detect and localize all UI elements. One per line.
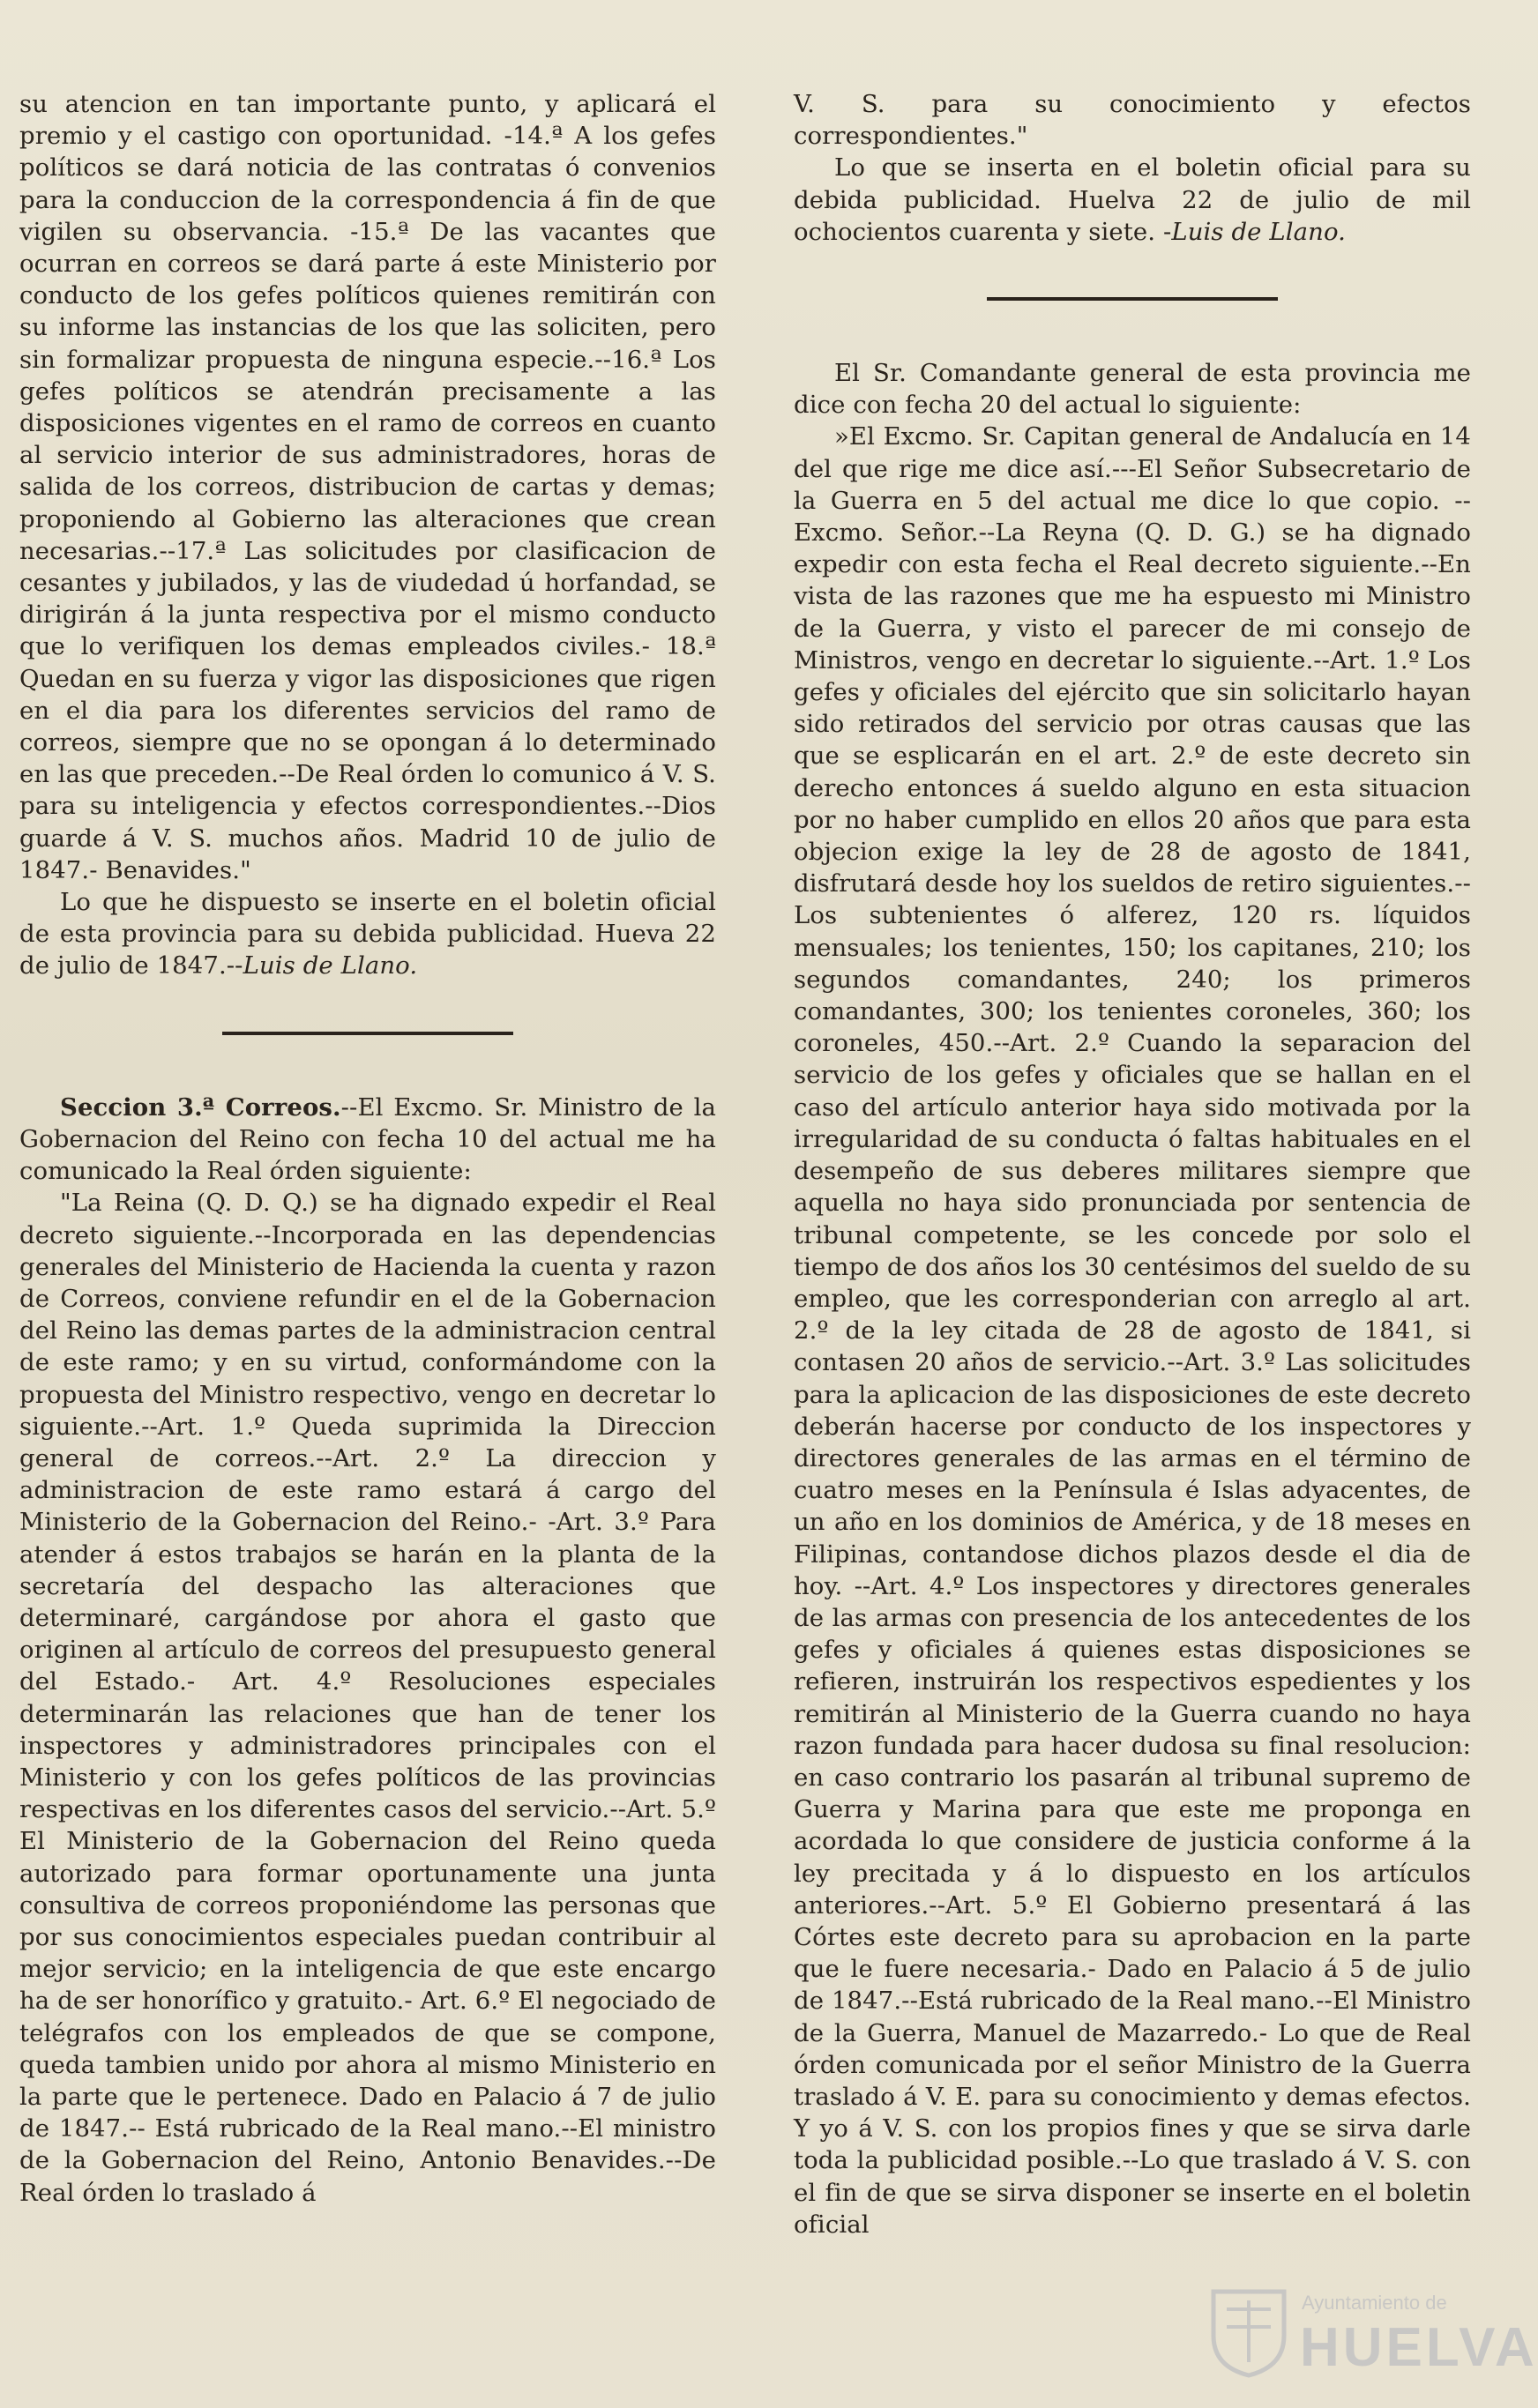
left-publish-signature: Luis de Llano. <box>243 951 418 980</box>
section-3-heading: Seccion 3.ª Correos. <box>60 1092 341 1122</box>
section-3-intro-text: --El Excmo. Sr. Ministro de la Gobernacion del Reino con fecha 10 del actual me ha comunicado la Real órden siguiente: <box>19 1092 716 1186</box>
right-column <box>794 88 1471 2240</box>
left-intro-paragraph: su atencion en tan importante punto, y aplicará el premio y el castigo con oportunidad. -14.ª A los gefes políticos se dará noticia de las contratas ó convenios para la conduccion de la correspondencia á fin de que vigilen su observancia. -15.ª De las vacantes que ocurran en correos se dará parte á este Ministerio por conducto de los gefes políticos quienes remitirán con su informe las instancias de los que las soliciten, pero sin formalizar propuesta de ninguna especie.--16.ª Los gefes políticos se atendrán precisamente a las disposiciones vigentes en el ramo de correos en cuanto al servicio interior de sus administradores, horas de salida de los correos, distribucion de cartas y demas; proponiendo al Gobierno las alteraciones que crean necesarias.--17.ª Las solicitudes por clasificacion de cesantes y jubilados, y las de viudedad ú horfandad, se dirigirán á la junta respectiva por el mismo conducto que lo verifiquen los demas empleados civiles.- 18.ª Quedan en su fuerza y vigor las disposiciones que rigen en el dia para los diferentes servicios del ramo de correos, siempre que no se opongan á lo determinado en las que preceden.--De Real órden lo comunico á V. S. para su inteligencia y efectos correspondientes.--Dios guarde á V. S. muchos años. Madrid 10 de julio de 1847.- Benavides." <box>19 90 716 884</box>
coat-of-arms-icon <box>1205 2283 1293 2380</box>
commander-intro: El Sr. Comandante general de esta provincia me dice con fecha 20 del actual lo siguiente: <box>794 359 1471 420</box>
watermark-title: HUELVA <box>1300 2317 1538 2378</box>
right-publish-note-text: Lo que se inserta en el boletin oficial para su debida publicidad. Huelva 22 de julio de mil ochocientos cuarenta y siete. - <box>794 153 1471 246</box>
left-publish-note-text: Lo que he dispuesto se inserte en el boletin oficial de esta provincia para su debida publicidad. Hueva 22 de julio de 1847.-- <box>19 888 716 980</box>
royal-decree-guerra: »El Excmo. Sr. Capitan general de Andalucía en 14 del que rige me dice así.---El Señor Subsecretario de la Guerra en 5 del actual me dice lo que copio. --Excmo. Señor.--La Reyna (Q. D. G.) se ha dignado expedir con esta fecha el Real decreto siguiente.--En vista de las razones que me ha espuesto mi Ministro de la Guerra, y visto el parecer de mi consejo de Ministros, vengo en decretar lo siguiente.--Art. 1.º Los gefes y oficiales del ejército que sin solicitarlo hayan sido retirados del servicio por otras causas que las que se esplicarán en el art. 2.º de este decreto sin derecho entonces á sueldo alguno en esta situacion por no haber cumplido en ellos 20 años que para esta objecion exige la ley de 28 de agosto de 1841, disfrutará desde hoy los sueldos de retiro siguientes.--Los subtenientes ó alferez, 120 rs. líquidos mensuales; los tenientes, 150; los capitanes, 210; los segundos comandantes, 240; los primeros comandantes, 300; los tenientes coroneles, 360; los coroneles, 450.--Art. 2.º Cuando la separacion del servicio de los gefes y oficiales que se hallan en el caso del artículo anterior haya sido motivada por la irregularidad de su conducta ó faltas habituales en el desempeño de sus deberes militares siempre que aquella no haya sido pronunciada por sentencia de tribunal competente, se les concede por solo el tiempo de dos años los 30 centésimos del sueldo de su empleo, que les corresponderian con arreglo al art. 2.º de la ley citada de 28 de agosto de 1841, si contasen 20 años de servicio.--Art. 3.º Las solicitudes para la aplicacion de las disposiciones de este decreto deberán hacerse por conducto de los inspectores y directores generales de las armas en el término de cuatro meses en la Península é Islas adyacentes, de un año en los dominios de América, y de 18 meses en Filipinas, contandose dichos plazos desde el dia de hoy. --Art. 4.º Los inspectores y directores generales de las armas con presencia de los antecedentes de los gefes y oficiales á quienes estas disposiciones se refieren, instruirán los respectivos espedientes y los remitirán al Ministerio de la Guerra cuando no haya razon fundada para hacer dudosa su final resolucion: en caso contrario los pasarán al tribunal supremo de Guerra y Marina para que este me proponga en acordada lo que considere de justicia conforme á la ley precitada y á lo dispuesto en los artículos anteriores.--Art. 5.º El Gobierno presentará á las Córtes este decreto para su aprobacion en la parte que le fuere necesaria.- Dado en Palacio á 5 de julio de 1847.--Está rubricado de la Real mano.--El Ministro de la Guerra, Manuel de Mazarredo.- Lo que de Real órden comunicada por el señor Ministro de la Guerra traslado á V. E. para su conocimiento y demas efectos. Y yo á V. S. con los propios fines y que se sirva darle toda la publicidad posible.--Lo que traslado á V. S. con el fin de que se sirva disponer se inserte en el boletin oficial <box>794 422 1471 2239</box>
left-column <box>19 88 716 2209</box>
section-3-intro <box>19 1092 716 1188</box>
left-section-divider <box>222 1032 513 1035</box>
right-publish-signature: Luis de Llano. <box>1171 217 1346 246</box>
right-section-divider <box>987 297 1278 301</box>
left-publish-note <box>19 886 716 982</box>
right-publish-note <box>794 152 1471 248</box>
right-continuation: V. S. para su conocimiento y efectos correspondientes." <box>794 90 1471 151</box>
watermark-subtitle: Ayuntamiento de <box>1302 2292 1447 2314</box>
royal-decree-correos: "La Reina (Q. D. Q.) se ha dignado expedir el Real decreto siguiente.--Incorporada en las dependencias generales del Ministerio de Hacienda la cuenta y razon de Correos, conviene refundir en el de la Gobernacion del Reino las demas partes de la administracion central de este ramo; y en su virtud, conformándome con la propuesta del Ministro respectivo, vengo en decretar lo siguiente.--Art. 1.º Queda suprimida la Direccion general de correos.--Art. 2.º La direccion y administracion de este ramo estará á cargo del Ministerio de la Gobernacion del Reino.- -Art. 3.º Para atender á estos trabajos se harán en la planta de la secretaría del despacho las alteraciones que determinaré, cargándose por ahora el gasto que originen al artículo de correos del presupuesto general del Estado.- Art. 4.º Resoluciones especiales determinarán las relaciones que han de tener los inspectores y administradores principales con el Ministerio y con los gefes políticos de las provincias respectivas en los diferentes casos del servicio.--Art. 5.º El Ministerio de la Gobernacion del Reino queda autorizado para formar oportunamente una junta consultiva de correos proponiéndome las personas que por sus conocimientos especiales puedan contribuir al mejor servicio; en la inteligencia de que este encargo ha de ser honorífico y gratuito.- Art. 6.º El negociado de telégrafos con los empleados de que se compone, queda tambien unido por ahora al mismo Ministerio en la parte que le pertenece. Dado en Palacio á 7 de julio de 1847.-- Está rubricado de la Real mano.--El ministro de la Gobernacion del Reino, Antonio Benavides.--De Real órden lo traslado á <box>19 1189 716 2207</box>
archive-watermark <box>1196 2274 1538 2389</box>
